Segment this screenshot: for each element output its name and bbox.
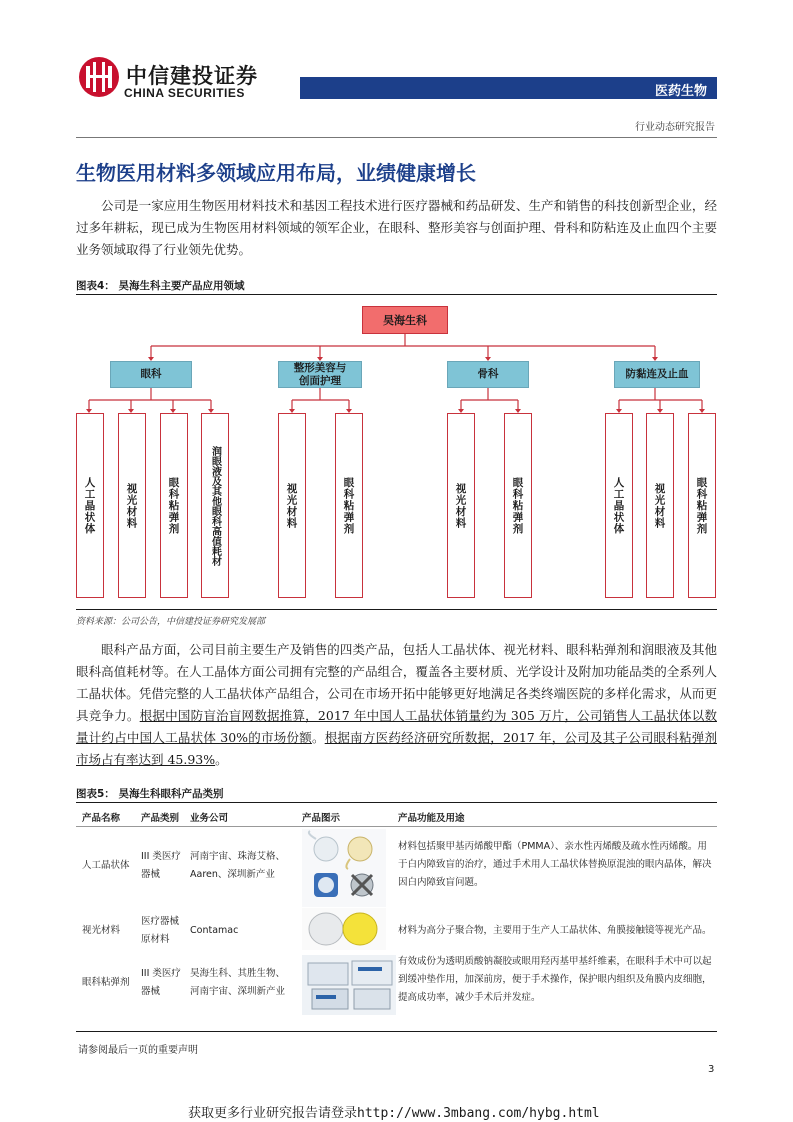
leaf-label: 眼科粘弹剂 bbox=[695, 476, 708, 535]
category-label-line2: 创面护理 bbox=[299, 374, 341, 387]
row3-company-a: 昊海生科、其胜生物、 bbox=[190, 968, 286, 979]
table-header-divider bbox=[76, 826, 717, 827]
category-label-line1: 整形美容与 bbox=[293, 361, 347, 374]
row1-company bbox=[190, 848, 300, 884]
row2-category-a: 医疗器械 bbox=[141, 916, 180, 927]
page-number: 3 bbox=[708, 1064, 715, 1075]
category-eye bbox=[110, 361, 192, 388]
category-ortho bbox=[447, 361, 529, 388]
para2-underline-2: 根据南方医药经济研究所数据，2017 年，公司及其子公司眼科粘弹剂市场占有率达到 45.93% bbox=[76, 730, 717, 767]
col-header-function: 产品功能及用途 bbox=[398, 813, 465, 824]
row3-category bbox=[141, 965, 189, 1001]
col-header-image: 产品图示 bbox=[302, 813, 341, 824]
category-anti-adhesion bbox=[614, 361, 700, 388]
row3-function: 有效成份为透明质酸钠凝胶或眼用羟丙基甲基纤维素，在眼科手术中可以起到缓冲垫作用，加深前房，便于手术操作，保护眼内组织及角膜内皮细胞，提高成功率，减少手术后并发症。 bbox=[398, 956, 712, 1003]
leaf-label: 视光材料 bbox=[653, 482, 666, 529]
logo-text-en: CHINA SECURITIES bbox=[124, 86, 245, 100]
row2-image bbox=[302, 908, 386, 950]
row1-image bbox=[302, 829, 386, 907]
leaf-label: 人工晶状体 bbox=[612, 476, 625, 535]
row1-company-a: 河南宇宙、珠海艾格、 bbox=[190, 851, 286, 862]
report-type: 行业动态研究报告 bbox=[635, 122, 715, 133]
leaf-ortho-2 bbox=[504, 413, 532, 598]
row1-category-a: III 类医疗 bbox=[141, 851, 181, 862]
leaf-eye-4 bbox=[201, 413, 229, 598]
leaf-label: 视光材料 bbox=[285, 482, 298, 529]
col-header-company: 业务公司 bbox=[190, 813, 229, 824]
leaf-cosmetic-1 bbox=[278, 413, 306, 598]
category-cosmetic bbox=[278, 361, 362, 388]
leaf-label: 视光材料 bbox=[125, 482, 138, 529]
leaf-eye-1 bbox=[76, 413, 104, 598]
category-label: 眼科 bbox=[140, 368, 162, 380]
leaf-label: 眼科粘弹剂 bbox=[342, 476, 355, 535]
para2-sep: 。 bbox=[311, 730, 325, 745]
row1-category bbox=[141, 848, 189, 884]
figure5-divider bbox=[76, 802, 717, 803]
col-header-name: 产品名称 bbox=[82, 813, 121, 824]
leaf-cosmetic-2 bbox=[335, 413, 363, 598]
row1-name: 人工晶状体 bbox=[82, 860, 130, 871]
leaf-label: 眼科粘弹剂 bbox=[511, 476, 524, 535]
logo-text-cn: 中信建投证券 bbox=[126, 64, 258, 88]
section-title: 生物医用材料多领域应用布局，业绩健康增长 bbox=[76, 161, 476, 185]
category-label bbox=[294, 362, 347, 388]
row1-function: 材料包括聚甲基丙烯酸甲酯（PMMA）、亲水性丙烯酸及疏水性丙烯酸。用于白内障致盲的治疗，通过手术用人工晶状体替换原混浊的眼内晶体，解决因白内障致盲问题。 bbox=[398, 841, 712, 888]
leaf-anti-3 bbox=[688, 413, 716, 598]
leaf-eye-3 bbox=[160, 413, 188, 598]
row3-category-b: 器械 bbox=[141, 986, 161, 997]
leaf-anti-2 bbox=[646, 413, 674, 598]
row1-company-b: Aaren、深圳新产业 bbox=[190, 869, 275, 880]
row3-name: 眼科粘弹剂 bbox=[82, 977, 130, 988]
figure4-label: 图表4： 昊海生科主要产品应用领域 bbox=[76, 280, 245, 292]
disclaimer-note: 请参阅最后一页的重要声明 bbox=[78, 1045, 198, 1056]
category-label: 骨科 bbox=[477, 368, 499, 380]
category-label: 防黏连及止血 bbox=[625, 368, 689, 380]
row3-company-b: 河南宇宙、深圳新产业 bbox=[190, 986, 286, 997]
iol-lens-icon bbox=[302, 829, 386, 907]
row3-image bbox=[302, 955, 396, 1015]
leaf-label: 人工晶状体 bbox=[83, 476, 96, 535]
sector-label: 医药生物 bbox=[654, 84, 707, 99]
row3-category-a: III 类医疗 bbox=[141, 968, 181, 979]
intro-paragraph: 公司是一家应用生物医用材料技术和基因工程技术进行医疗器械和药品研发、生产和销售的科技创新型企业，经过多年耕耘，现已成为生物医用材料领域的领军企业，在眼科、整形美容与创面护理、骨科和防粘连及止血四个主要业务领域取得了行业领先优势。 bbox=[76, 198, 717, 257]
row2-category-b: 原材料 bbox=[141, 934, 170, 945]
leaf-anti-1 bbox=[605, 413, 633, 598]
leaf-label: 视光材料 bbox=[454, 482, 467, 529]
row1-category-b: 器械 bbox=[141, 869, 161, 880]
optical-material-icon bbox=[302, 908, 386, 950]
figure5-label: 图表5： 昊海生科眼科产品类别 bbox=[76, 788, 224, 800]
leaf-label: 眼科粘弹剂 bbox=[167, 476, 180, 535]
figure4-bottom-divider bbox=[76, 609, 717, 610]
row3-company bbox=[190, 965, 300, 1001]
leaf-label: 润眼液及其他眼科高值耗材 bbox=[209, 445, 221, 566]
viscoelastic-package-icon bbox=[302, 955, 396, 1015]
row2-company: Contamac bbox=[190, 925, 239, 936]
leaf-eye-2 bbox=[118, 413, 146, 598]
promo-link[interactable]: 获取更多行业研究报告请登录http://www.3mbang.com/hybg.html bbox=[188, 1106, 600, 1121]
figure4-source: 资料来源：公司公告，中信建投证券研究发展部 bbox=[76, 617, 266, 627]
para2-underline-1: 根据中国防盲治盲网数据推算，2017 年中国人工晶状体销量约为 305 万片，公司销售人工晶状体以数量计约占中国人工晶状体 30%的市场份额 bbox=[76, 708, 717, 745]
org-root-label: 昊海生科 bbox=[383, 314, 427, 327]
para2-end: 。 bbox=[215, 752, 228, 767]
leaf-ortho-1 bbox=[447, 413, 475, 598]
table-bottom-divider bbox=[76, 1031, 717, 1032]
eye-products-paragraph bbox=[76, 639, 717, 771]
col-header-category: 产品类别 bbox=[141, 813, 180, 824]
row2-function: 材料为高分子聚合物，主要用于生产人工晶状体、角膜接触镜等视光产品。 bbox=[398, 925, 712, 936]
org-root bbox=[362, 306, 448, 334]
row2-name: 视光材料 bbox=[82, 925, 121, 936]
para2-plain: 眼科产品方面，公司目前主要生产及销售的四类产品，包括人工晶状体、视光材料、眼科粘弹剂和润眼液及其他眼科高值耗材等。在人工晶体方面公司拥有完整的产品组合，覆盖各主要材质、光学设计及附加功能品类的全系列人工晶状体。凭借完整的人工晶状体产品组合，公司在市场开拓中能够更好地满足各类终端医院的多样化需求，从而更具竞争力。 bbox=[76, 642, 717, 723]
row2-category bbox=[141, 913, 189, 949]
